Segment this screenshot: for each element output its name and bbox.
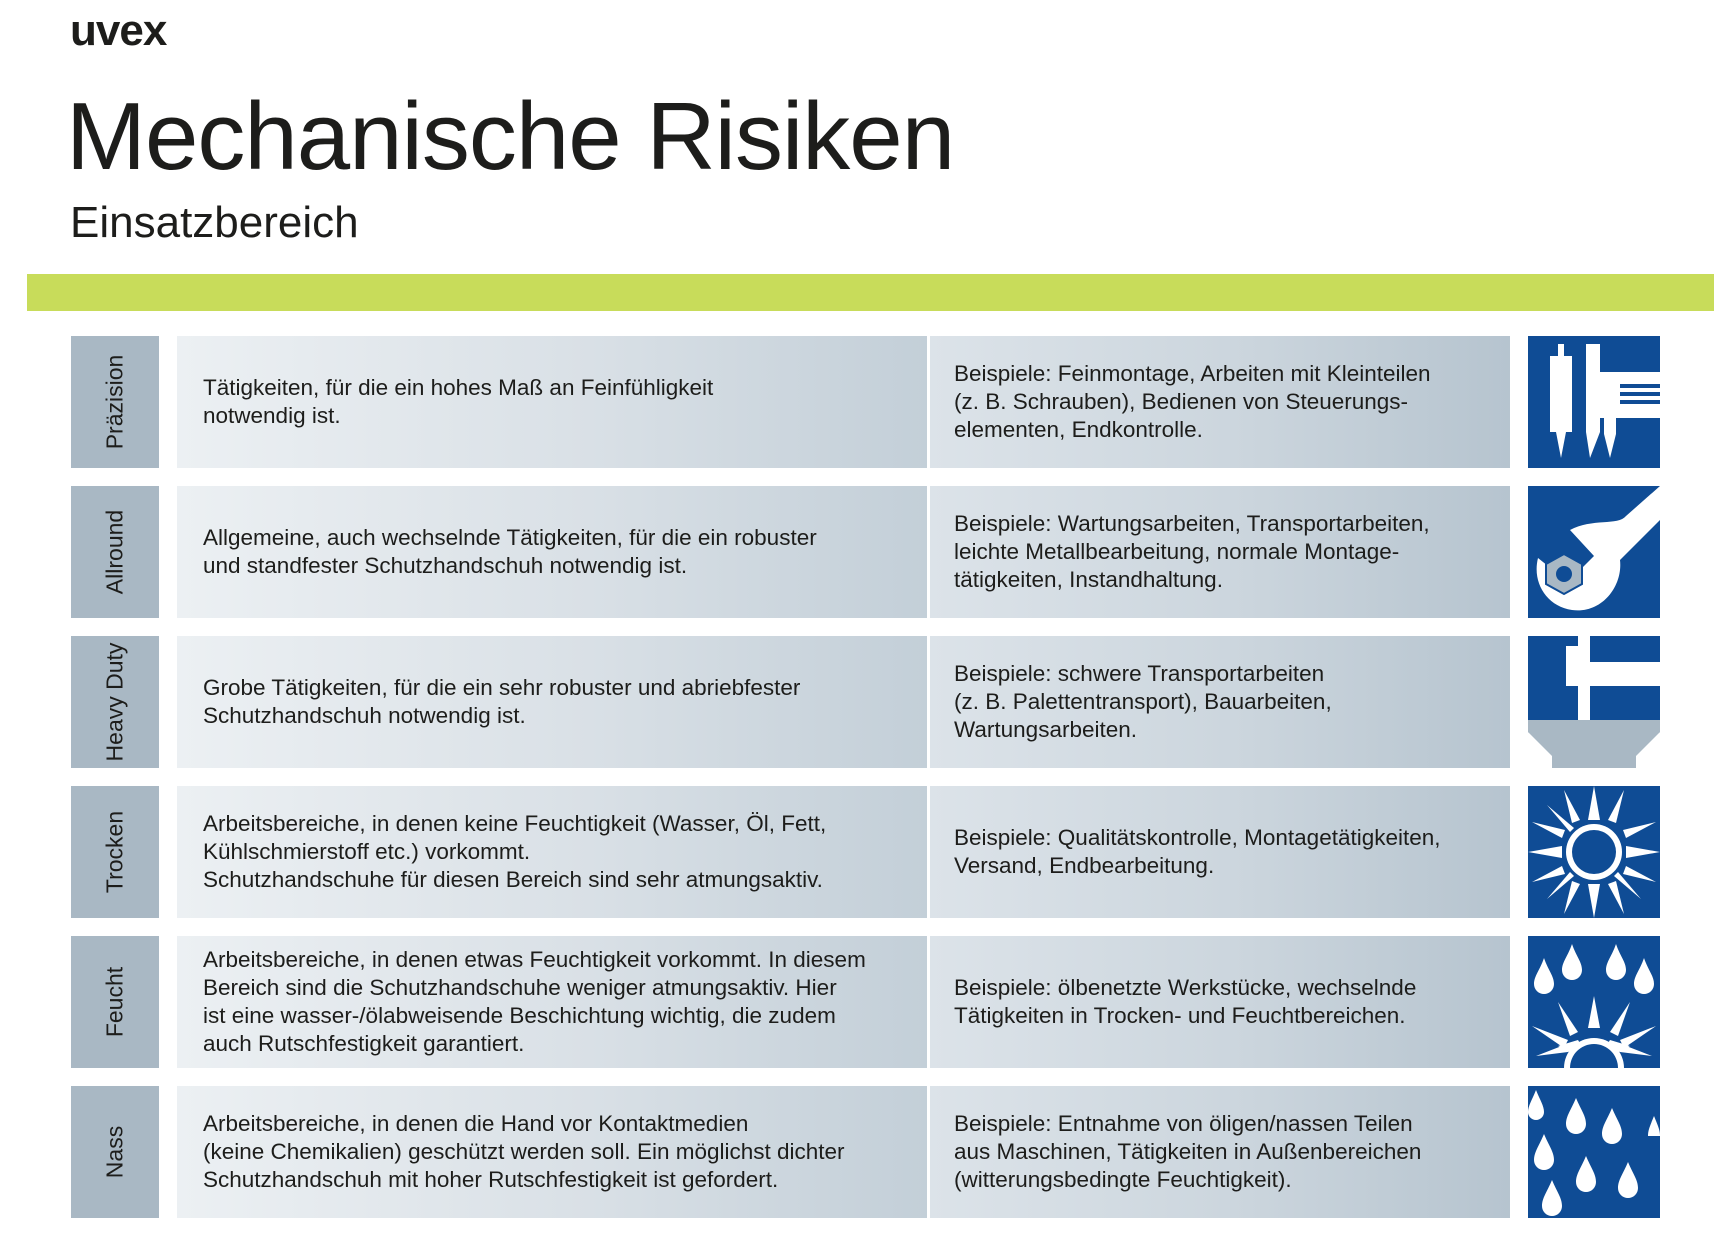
description-cell bbox=[177, 486, 927, 618]
sun-icon bbox=[1528, 786, 1660, 918]
examples-cell bbox=[930, 486, 1510, 618]
examples-text: Beispiele: Entnahme von öligen/nassen Teilen aus Maschinen, Tätigkeiten in Außenbereichen (witterungsbedingte Feuchtigkeit). bbox=[954, 1111, 1422, 1192]
description-text: Grobe Tätigkeiten, für die ein sehr robuster und abriebfester Schutzhandschuh notwendig ist. bbox=[203, 675, 801, 728]
category-cell bbox=[71, 786, 159, 918]
table-row-feucht bbox=[71, 936, 1660, 1068]
category-label: Nass bbox=[101, 1125, 128, 1179]
description-cell bbox=[177, 636, 927, 768]
category-cell bbox=[71, 486, 159, 618]
category-cell bbox=[71, 336, 159, 468]
category-label: Allround bbox=[101, 509, 128, 595]
sun-drops-icon bbox=[1528, 936, 1660, 1068]
description-cell bbox=[177, 936, 927, 1068]
accent-bar bbox=[27, 274, 1714, 311]
page-title: Mechanische Risiken bbox=[66, 83, 955, 190]
description-cell bbox=[177, 336, 927, 468]
table-row-heavy-duty bbox=[71, 636, 1660, 768]
description-text: Allgemeine, auch wechselnde Tätigkeiten, für die ein robuster und standfester Schutzhandschuh notwendig ist. bbox=[203, 525, 817, 578]
caliper-icon bbox=[1528, 336, 1660, 468]
examples-cell bbox=[930, 936, 1510, 1068]
category-label: Heavy Duty bbox=[101, 642, 128, 762]
examples-text: Beispiele: Wartungsarbeiten, Transportarbeiten, leichte Metallbearbeitung, normale Montage- tätigkeiten, Instandhaltung. bbox=[954, 511, 1430, 592]
description-text: Arbeitsbereiche, in denen keine Feuchtigkeit (Wasser, Öl, Fett, Kühlschmierstoff etc.) vorkommt. Schutzhandschuhe für diesen Bereich sind sehr atmungsaktiv. bbox=[203, 811, 827, 892]
category-label: Präzision bbox=[101, 354, 128, 450]
description-text: Arbeitsbereiche, in denen etwas Feuchtigkeit vorkommt. In diesem Bereich sind die Schutzhandschuhe weniger atmungsaktiv. Hier ist eine wasser-/ölabweisende Beschichtung wichtig, die zudem auch Rutschfestigkeit garantiert. bbox=[203, 947, 866, 1056]
hammer-anvil-icon bbox=[1528, 636, 1660, 768]
category-cell bbox=[71, 936, 159, 1068]
examples-text: Beispiele: schwere Transportarbeiten (z. B. Palettentransport), Bauarbeiten, Wartungsarbeiten. bbox=[954, 661, 1332, 742]
category-label: Feucht bbox=[101, 966, 128, 1038]
description-text: Arbeitsbereiche, in denen die Hand vor Kontaktmedien (keine Chemikalien) geschützt werden soll. Ein möglichst dichter Schutzhandschuh mit hoher Rutschfestigkeit ist gefordert. bbox=[203, 1111, 845, 1192]
examples-cell bbox=[930, 336, 1510, 468]
drops-icon bbox=[1528, 1086, 1660, 1218]
examples-text: Beispiele: ölbenetzte Werkstücke, wechselnde Tätigkeiten in Trocken- und Feuchtbereichen. bbox=[954, 975, 1417, 1028]
table-row-trocken bbox=[71, 786, 1660, 918]
category-cell bbox=[71, 636, 159, 768]
uvex-logo: uvex bbox=[70, 6, 167, 55]
table-row-allround bbox=[71, 486, 1660, 618]
examples-cell bbox=[930, 1086, 1510, 1218]
examples-cell bbox=[930, 636, 1510, 768]
description-cell bbox=[177, 786, 927, 918]
description-cell bbox=[177, 1086, 927, 1218]
category-cell bbox=[71, 1086, 159, 1218]
examples-text: Beispiele: Feinmontage, Arbeiten mit Kleinteilen (z. B. Schrauben), Bedienen von Steuerungs- elementen, Endkontrolle. bbox=[954, 361, 1431, 442]
examples-text: Beispiele: Qualitätskontrolle, Montagetätigkeiten, Versand, Endbearbeitung. bbox=[954, 825, 1441, 878]
examples-cell bbox=[930, 786, 1510, 918]
description-text: Tätigkeiten, für die ein hohes Maß an Feinfühligkeit notwendig ist. bbox=[203, 375, 714, 428]
table-row-praezision bbox=[71, 336, 1660, 468]
table-row-nass bbox=[71, 1086, 1660, 1218]
category-label: Trocken bbox=[101, 810, 128, 894]
page-subtitle: Einsatzbereich bbox=[70, 198, 359, 247]
wrench-nut-icon bbox=[1528, 486, 1660, 618]
